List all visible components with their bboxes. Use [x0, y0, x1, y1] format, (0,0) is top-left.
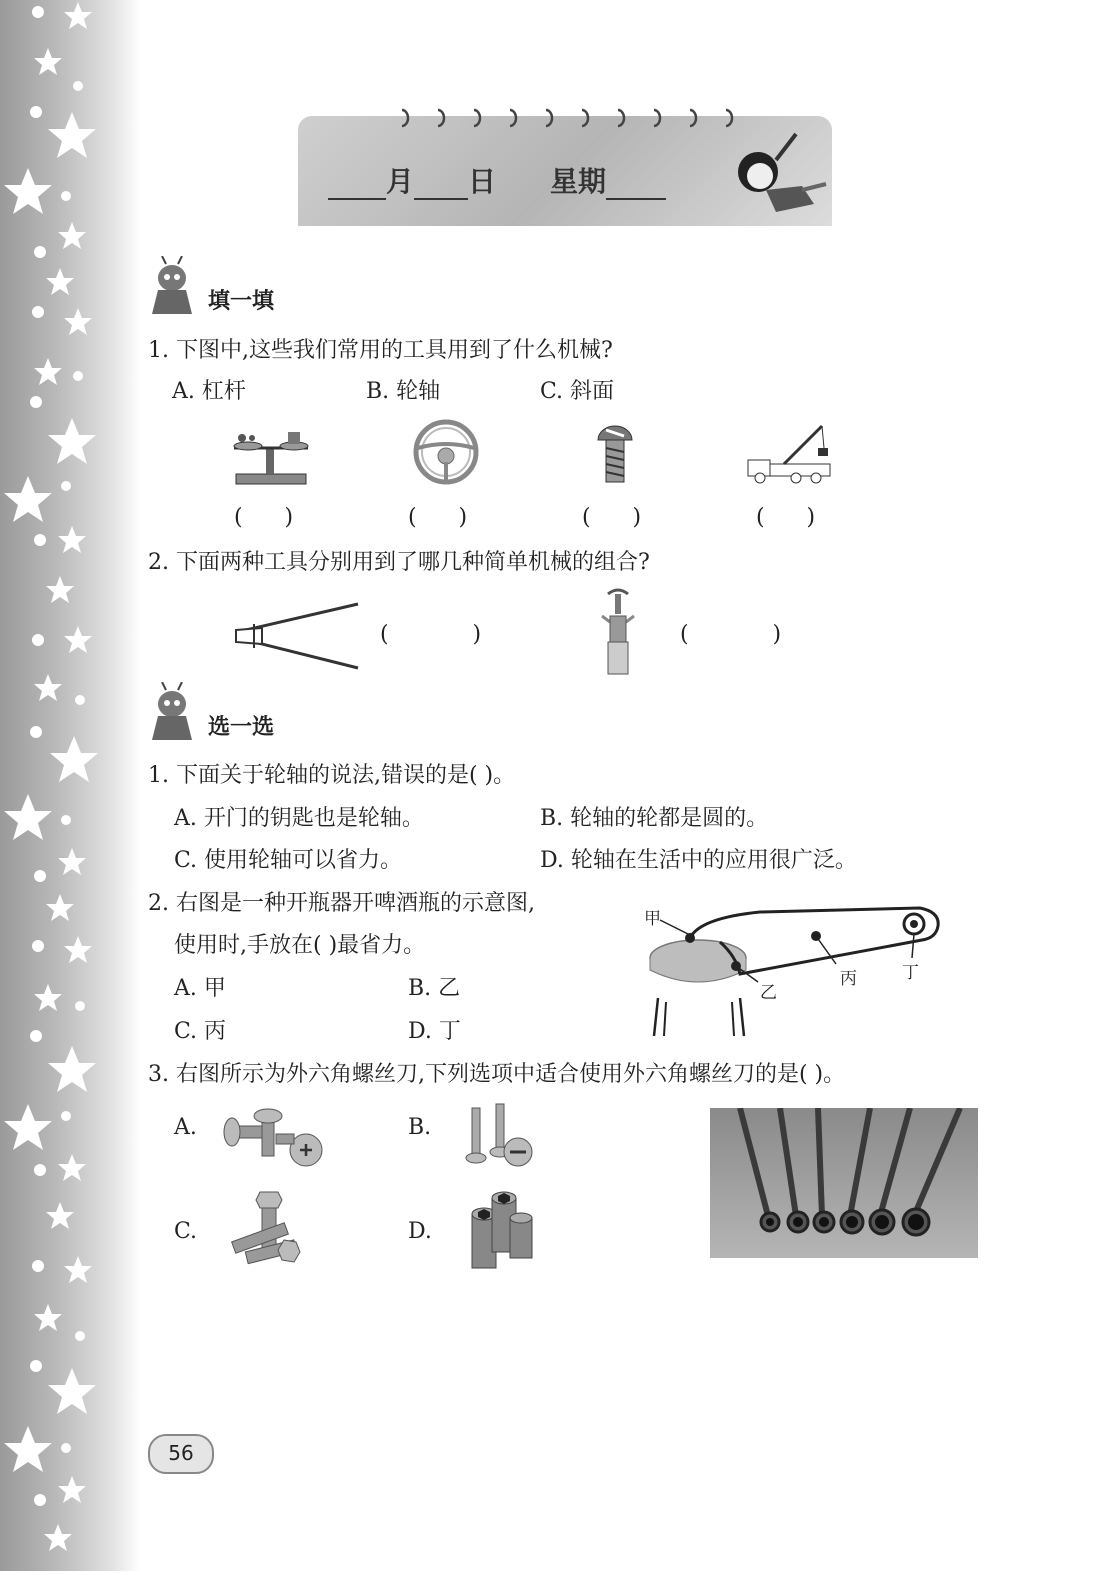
choice-1-option-b[interactable]: B. 轮轴的轮都是圆的。 — [540, 806, 769, 831]
date-fill-line — [328, 160, 666, 200]
choice-1-option-d[interactable]: D. 轮轴在生活中的应用很广泛。 — [540, 848, 857, 873]
answer-blank-corkscrew[interactable]: ( ) — [680, 622, 782, 647]
steering-wheel-icon — [412, 418, 480, 486]
nail-clipper-icon — [232, 600, 362, 672]
choice-3-option-b[interactable]: B. — [408, 1115, 432, 1140]
socket-cap-screws-icon — [464, 1184, 538, 1274]
question-2-text: 2. 下面两种工具分别用到了哪几种简单机械的组合? — [148, 550, 650, 575]
choice-2-option-a[interactable]: A. 甲 — [174, 976, 226, 1001]
page-number: 56 — [148, 1434, 214, 1474]
choice-2-option-b[interactable]: B. 乙 — [408, 976, 461, 1001]
choice-3-option-d[interactable]: D. — [408, 1219, 432, 1244]
decorative-sidebar — [0, 0, 140, 1571]
choice-3-option-a[interactable]: A. — [174, 1115, 197, 1140]
corkscrew-icon — [598, 586, 638, 680]
choice-question-3-text: 3. 右图所示为外六角螺丝刀,下列选项中适合使用外六角螺丝刀的是( )。 — [148, 1062, 846, 1087]
hex-head-bolts-icon — [222, 1188, 304, 1274]
answer-blank-2[interactable]: ( ) — [408, 505, 468, 530]
weekday-blank[interactable] — [606, 170, 666, 200]
cross-head-screws-icon — [214, 1104, 326, 1170]
star-pattern-icon — [0, 0, 140, 1571]
mascot-icon — [148, 256, 198, 320]
label-yi: 乙 — [760, 983, 777, 1003]
label-ding: 丁 — [902, 963, 919, 983]
option-a-lever: A. 杠杆 — [172, 379, 246, 404]
answer-blank-1[interactable]: ( ) — [234, 505, 294, 530]
screw-icon — [594, 422, 636, 486]
label-jia: 甲 — [644, 909, 661, 929]
balance-scale-icon — [228, 418, 314, 488]
option-c-incline: C. 斜面 — [540, 379, 615, 404]
hex-screwdriver-photo — [710, 1108, 978, 1258]
choice-1-option-c[interactable]: C. 使用轮轴可以省力。 — [174, 848, 403, 873]
child-illustration-icon — [716, 120, 832, 226]
choice-2-option-c[interactable]: C. 丙 — [174, 1019, 227, 1044]
crane-truck-icon — [744, 420, 836, 486]
answer-blank-4[interactable]: ( ) — [756, 505, 816, 530]
section-title-fill-in: 填一填 — [208, 289, 275, 314]
section-title-choose: 选一选 — [208, 715, 275, 740]
choice-question-1-text: 1. 下面关于轮轴的说法,错误的是( )。 — [148, 763, 516, 788]
weekday-label: 星期 — [550, 165, 607, 198]
answer-blank-3[interactable]: ( ) — [582, 505, 642, 530]
day-label: 日 — [468, 165, 497, 198]
day-blank[interactable] — [414, 170, 468, 200]
option-b-wheel-axle: B. 轮轴 — [366, 379, 441, 404]
mascot-icon — [148, 682, 198, 746]
month-label: 月 — [386, 165, 415, 198]
slotted-screws-icon — [462, 1100, 538, 1174]
choice-1-option-a[interactable]: A. 开门的钥匙也是轮轴。 — [174, 806, 424, 831]
answer-blank-clipper[interactable]: ( ) — [380, 622, 482, 647]
choice-3-option-c[interactable]: C. — [174, 1219, 198, 1244]
choice-2-option-d[interactable]: D. 丁 — [408, 1019, 461, 1044]
month-blank[interactable] — [328, 170, 386, 200]
choice-question-2-line2: 使用时,手放在( )最省力。 — [174, 933, 426, 958]
label-bing: 丙 — [840, 969, 857, 989]
question-1-text: 1. 下图中,这些我们常用的工具用到了什么机械? — [148, 338, 613, 363]
choice-question-2-line1: 2. 右图是一种开瓶器开啤酒瓶的示意图, — [148, 891, 535, 916]
bottle-opener-diagram — [640, 898, 950, 1038]
